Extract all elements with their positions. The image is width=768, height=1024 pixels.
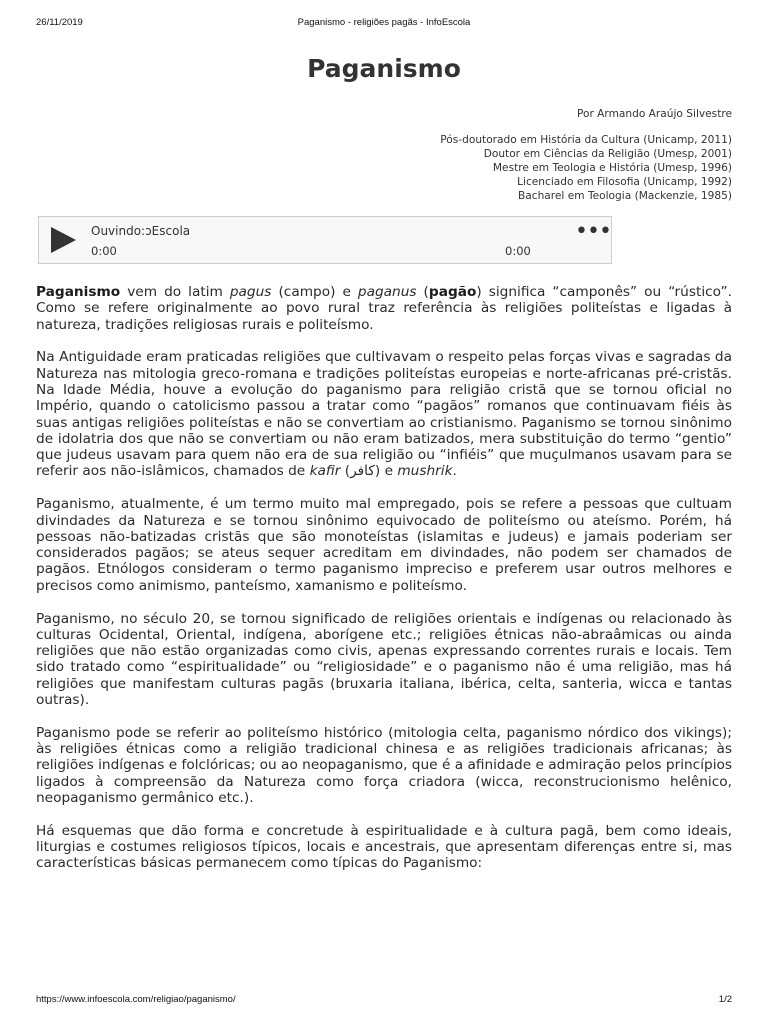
paragraph: Paganismo, no século 20, se tornou significado de religiões orientais e indígenas ou relacionado às culturas Ocidental, Oriental, indígena, aborígene etc.; religiões étnicas não-abraâmicas ou ainda religiões que não estão organizadas como civis, apenas expressando correntes rurais e locais. Tem sido tratado como “espiritualidade” ou “religiosidade” e o paganismo não é uma religião, mas há religiões que manifestam culturas pagãs (bruxaria italiana, ibérica, celta, santeria, wicca e tantas outras). [36,610,732,709]
credential-line: Licenciado em Filosofia (Unicamp, 1992) [517,176,732,189]
more-options-icon[interactable]: ••• [575,219,611,244]
term-pagus: pagus [229,284,272,300]
print-header [36,17,732,31]
author-credentials [440,133,732,203]
print-page-title: Paganismo - religiões pagãs - InfoEscola [297,17,471,28]
print-url: https://www.infoescola.com/religiao/paganismo/ [36,994,236,1005]
article-title: Paganismo [307,54,461,83]
print-footer [36,994,732,1008]
author-byline: Por Armando Araújo Silvestre [576,108,732,120]
play-icon[interactable] [51,227,76,253]
audio-player [38,216,612,264]
paragraph: Paganismo, atualmente, é um termo muito mal empregado, pois se refere a pessoas que cultuam divindades da Natureza e se tornou sinônimo equivocado de politeísmo ou ateísmo. Porém, há pessoas não-batizadas cristãs que são monoteístas (islamitas e judeus) e jamais poderiam ser considerados pagãos; se ateus sequer acreditam em divindades, não podem ser chamados de pagãos. Etnólogos consideram o termo paganismo impreciso e preferem usar outros melhores e precisos como animismo, panteísmo, xamanismo e politeísmo. [36,496,732,594]
paragraph: Na Antiguidade eram praticadas religiões que cultivavam o respeito pelas forças vivas e sagradas da Natureza nas mitologia greco-romana e tradições politeístas europeias e norte-africanas pré-cristãs. Na Idade Média, houve a evolução do paganismo para religião cristã que se tornou oficial no Império, quando o catolicismo passou a tratar como “pagãos” romanos que continuavam fiéis às suas antigas religiões politeístas e não se convertiam ao cristianismo. Paganismo se tornou sinônimo de idolatria dos que não se convertiam ou não eram batizados, mera substituição do termo “gentio” que judeus usavam para quem não era de sua religião ou “infiéis” que muçulmanos usavam para se referir aos não-islâmicos, chamados de kafir (كافر) e mushrik. [36,349,732,480]
print-date: 26/11/2019 [36,17,83,28]
credential-line: Pós-doutorado em História da Cultura (Unicamp, 2011) [440,134,732,146]
duration-time: 0:00 [505,244,531,258]
article-body [36,284,732,888]
paragraph: Há esquemas que dão forma e concretude à espiritualidade e à cultura pagã, bem como ideais, liturgias e costumes religiosos típicos, locais e ancestrais, que apresentam diferenças entre si, mas características básicas permanecem como típicas do Paganismo: [36,822,732,872]
term-mushrik: mushrik [397,463,453,480]
credential-line: Mestre em Teologia e História (Umesp, 1996) [492,162,732,175]
page-number: 1/2 [718,994,732,1005]
term-paganismo: Paganismo [36,284,121,300]
current-time: 0:00 [91,244,117,258]
paragraph: Paganismo vem do latim pagus (campo) e paganus (pagão) significa “camponês” ou “rústico”. Como se refere originalmente ao povo rural traz referência às religiões politeístas e ligadas à natureza, tradições religiosas rurais e politeísmo. [36,284,732,333]
paragraph: Paganismo pode se referir ao politeísmo histórico (mitologia celta, paganismo nórdico dos vikings); às religiões étnicas como a religião tradicional chinesa e as religiões tradicionais africanas; às religiões indígenas e folclóricas; ou ao neopaganismo, que é a afinidade e admiração pelos princípios ligados à compreensão da Natureza como força criadora (wicca, reconstrucionismo helênico, neopaganismo germânico etc.). [36,724,732,807]
player-brand: Ouvindo:ɔEscola [91,224,191,238]
term-kafir: kafir [309,463,341,480]
term-pagao: pagão [428,284,477,300]
term-paganus: paganus [357,284,417,300]
credential-line: Bacharel em Teologia (Mackenzie, 1985) [518,190,732,203]
credential-line: Doutor em Ciências da Religião (Umesp, 2001) [483,148,732,161]
